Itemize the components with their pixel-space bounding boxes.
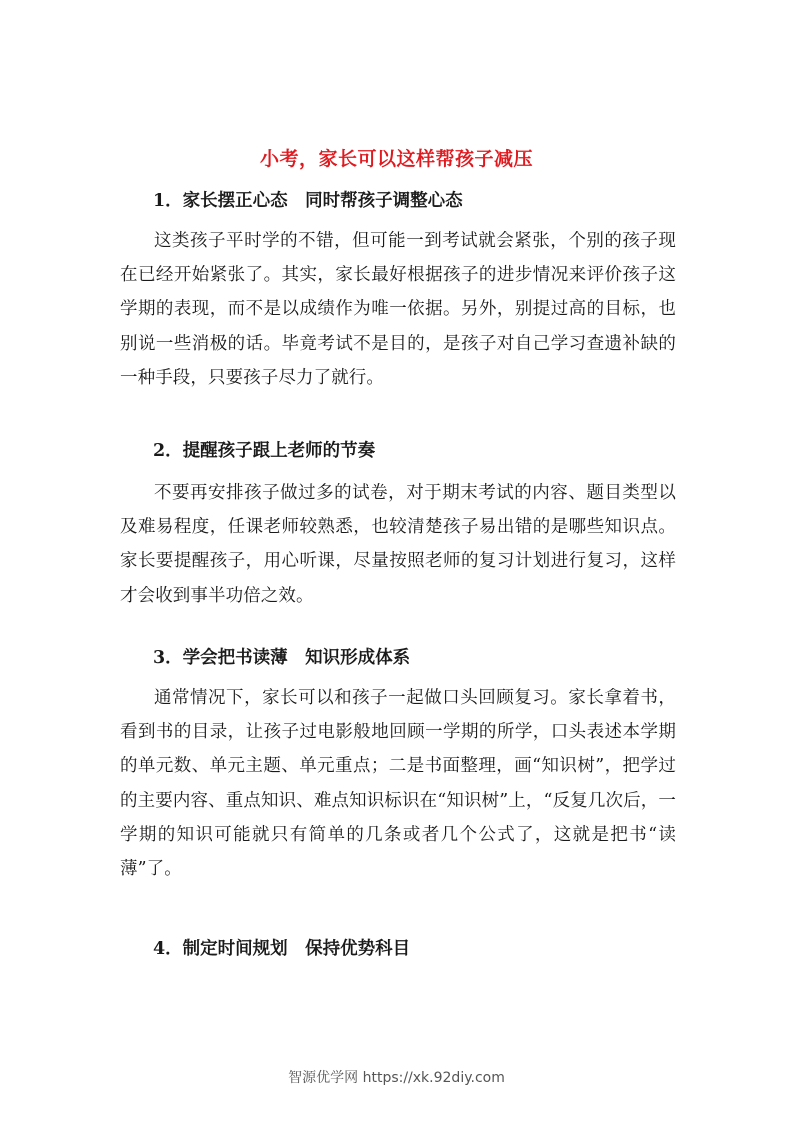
section-body-3: 通常情况下，家长可以和孩子一起做口头回顾复习。家长拿着书，看到书的目录，让孩子过电影般地回顾一学期的所学，口头表述本学期的单元数、单元主题、单元重点；二是书面整理，画“知识树”，把学过的主要内容、重点知识、难点知识标识在“知识树”上，“反复几次后，一学期的知识可能就只有简单的几条或者几个公式了，这就是把书“读薄”了。 (120, 688, 676, 880)
section-heading-2: 2．提醒孩子跟上老师的节奏 (153, 441, 376, 461)
footer-watermark: 智源优学网 https://xk.92diy.com (288, 1070, 505, 1086)
section-body-2: 不要再安排孩子做过多的试卷，对于期末考试的内容、题目类型以及难易程度，任课老师较熟悉，也较清楚孩子易出错的是哪些知识点。家长要提醒孩子，用心听课，尽量按照老师的复习计划进行复习，这样才会收到事半功倍之效。 (120, 483, 676, 606)
section-body-1: 这类孩子平时学的不错，但可能一到考试就会紧张，个别的孩子现在已经开始紧张了。其实，家长最好根据孩子的进步情况来评价孩子这学期的表现，而不是以成绩作为唯一依据。另外，别提过高的目标，也别说一些消极的话。毕竟考试不是目的，是孩子对自己学习查遗补缺的一种手段，只要孩子尽力了就行。 (120, 231, 676, 388)
section-heading-3: 3．学会把书读薄 知识形成体系 (153, 648, 411, 668)
section-heading-1: 1．家长摆正心态 同时帮孩子调整心态 (153, 191, 463, 211)
section-heading-4: 4．制定时间规划 保持优势科目 (153, 939, 411, 959)
page-title: 小考，家长可以这样帮孩子减压 (259, 148, 533, 170)
